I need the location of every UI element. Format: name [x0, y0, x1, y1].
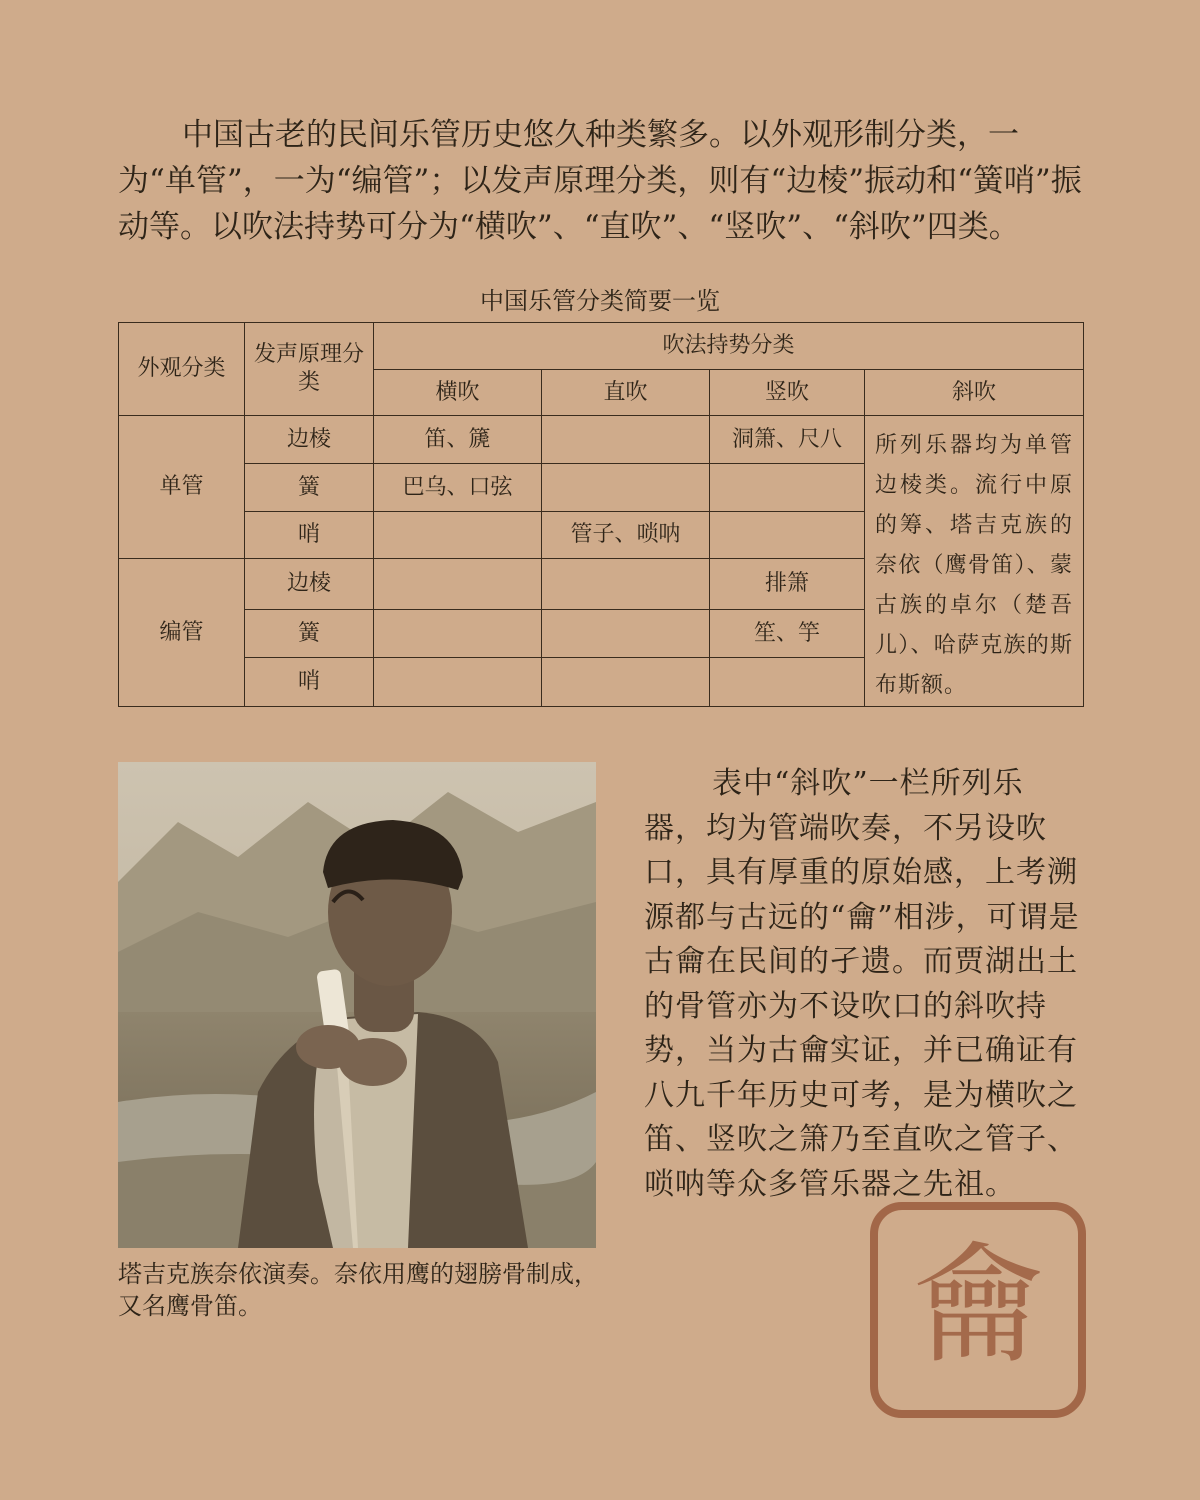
- header-blowing: 吹法持势分类: [374, 323, 1084, 370]
- table-cell: 洞箫、尺八: [710, 416, 865, 464]
- table-cell: 排箫: [710, 559, 865, 610]
- table-cell: [374, 512, 542, 559]
- seal-stamp: [868, 1200, 1088, 1420]
- subhead-vertical: 竖吹: [710, 370, 865, 416]
- principle-cell: 簧: [245, 610, 374, 658]
- table-cell: 笛、篪: [374, 416, 542, 464]
- header-principle: 发声原理分类: [245, 323, 374, 416]
- table-cell: [542, 559, 710, 610]
- seal-text: 龠: [912, 1229, 1044, 1381]
- group-single-tube: 单管: [119, 416, 245, 559]
- principle-cell: 哨: [245, 512, 374, 559]
- group-panpipes: 编管: [119, 559, 245, 707]
- oblique-note: 所列乐器均为单管边棱类。流行中原的筹、塔吉克族的奈依（鹰骨笛）、蒙古族的卓尔（楚吾儿）、哈萨克族的斯布斯额。: [865, 416, 1084, 707]
- principle-cell: 簧: [245, 464, 374, 512]
- principle-cell: 哨: [245, 658, 374, 707]
- table-row: [119, 416, 1084, 464]
- table-cell: [374, 610, 542, 658]
- table-cell: [710, 464, 865, 512]
- principle-cell: 边棱: [245, 416, 374, 464]
- table-cell: 笙、竽: [710, 610, 865, 658]
- table-cell: [542, 464, 710, 512]
- principle-cell: 边棱: [245, 559, 374, 610]
- table-cell: [374, 559, 542, 610]
- table-caption: 中国乐管分类简要一览: [480, 287, 720, 315]
- header-appearance: 外观分类: [119, 323, 245, 416]
- table-cell: [710, 658, 865, 707]
- photo-caption: 塔吉克族奈依演奏。奈依用鹰的翅膀骨制成，又名鹰骨笛。: [118, 1260, 598, 1320]
- subhead-straight: 直吹: [542, 370, 710, 416]
- subhead-horizontal: 横吹: [374, 370, 542, 416]
- table-cell: 管子、唢呐: [542, 512, 710, 559]
- table-cell: [374, 658, 542, 707]
- table-cell: [542, 658, 710, 707]
- table-cell: 巴乌、口弦: [374, 464, 542, 512]
- subhead-oblique: 斜吹: [865, 370, 1084, 416]
- table-cell: [542, 610, 710, 658]
- classification-table: [118, 322, 1084, 707]
- body-paragraph: 表中“斜吹”一栏所列乐器，均为管端吹奏，不另设吹口，具有厚重的原始感，上考溯源都与古远的“龠”相涉，可谓是古龠在民间的孑遗。而贾湖出土的骨管亦为不设吹口的斜吹持势，当为古龠实证，并已确证有八九千年历史可考，是为横吹之笛、竖吹之箫乃至直吹之管子、唢呐等众多管乐器之先祖。: [644, 766, 1080, 1202]
- naiyi-player-photo: [118, 762, 596, 1248]
- intro-paragraph: 中国古老的民间乐管历史悠久种类繁多。以外观形制分类，一为“单管”，一为“编管”；以发声原理分类，则有“边棱”振动和“簧哨”振动等。以吹法持势可分为“横吹”、“直吹”、“竖吹”、“斜吹”四类。: [118, 117, 1082, 245]
- table-cell: [542, 416, 710, 464]
- table-cell: [710, 512, 865, 559]
